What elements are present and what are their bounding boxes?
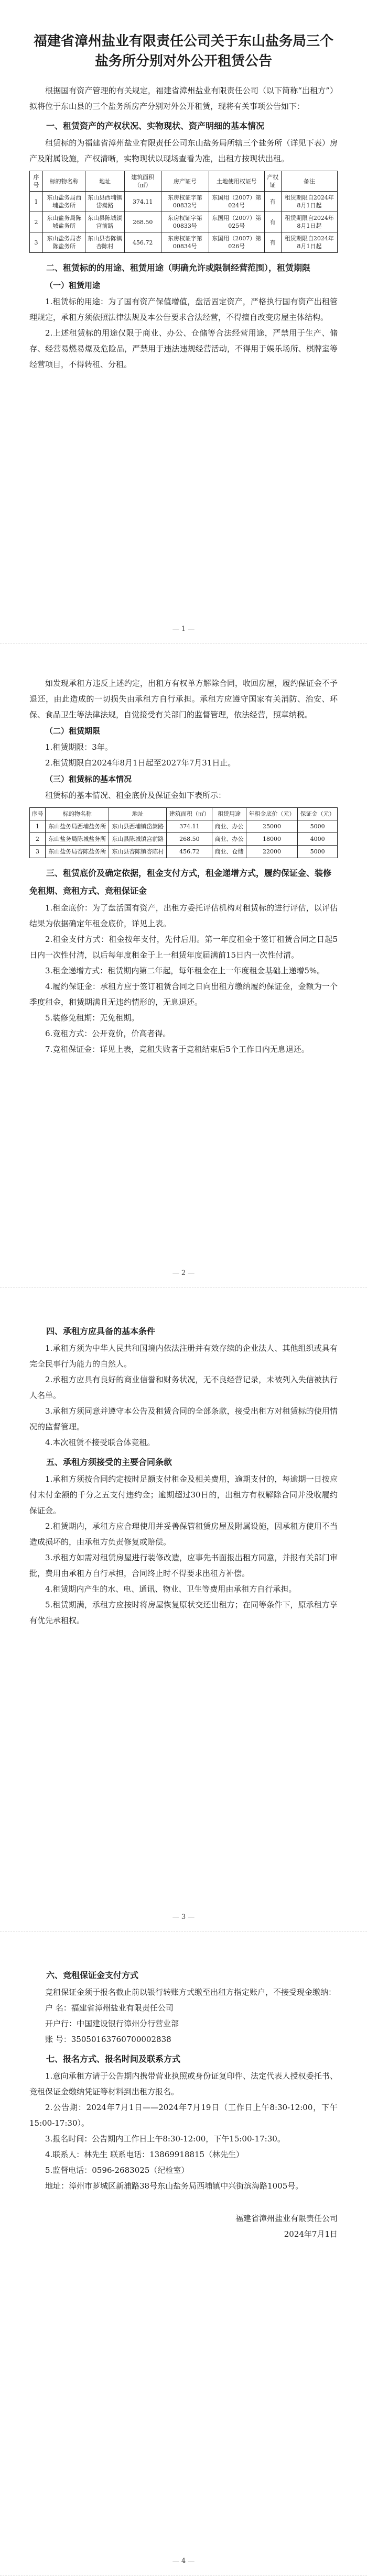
term-paragraph-2: 2.租赁期限自2024年8月1日起至2027年7月31日止。 — [45, 758, 236, 768]
header-cell: 地址 — [85, 171, 124, 192]
header-cell: 建筑面积（㎡） — [124, 171, 161, 192]
header-cell: 房产证号 — [161, 171, 209, 192]
page-4 — [0, 1932, 367, 2576]
section-5-paragraph: 3.承租方如需对租赁房屋进行装修改造，应事先书面报出租方同意，并报有关部门审批，费用由承租方自行承担，合同终止时不得要求出租方补偿。 — [29, 1553, 338, 1578]
header-cell: 租赁用途 — [212, 808, 246, 820]
header-cell: 保证金（元） — [298, 808, 338, 820]
account-number-line — [29, 2031, 338, 2047]
table-cell: 东国用（2007）第024号 — [209, 192, 265, 212]
table-cell: 有 — [264, 192, 281, 212]
asset-table-header — [30, 171, 338, 192]
table-cell: 2 — [30, 212, 43, 232]
table-cell: 374.11 — [167, 820, 212, 833]
use-subheading: （一）租赁用途 — [45, 281, 101, 290]
table-cell: 租赁期限自2024年8月1日起 — [281, 232, 337, 253]
asset-table — [29, 171, 338, 253]
table-row — [30, 212, 338, 232]
section-7-heading: 七、报名方式、报名时间及联系方式 — [46, 2054, 181, 2064]
section-6-heading: 六、竞租保证金支付方式 — [46, 1970, 139, 1980]
table-cell: 租赁期限自2024年8月1日起 — [281, 192, 337, 212]
section-5-paragraph: 5.租赁期满，承租方应按时将房屋恢复原状交还出租方；在同等条件下，原承租方享有优先承租权。 — [29, 1600, 338, 1625]
section-4-paragraph: 1.承租方须为中华人民共和国境内依法注册并有效存续的企业法人、其他组织或具有完全民事行为能力的自然人。 — [29, 1343, 338, 1369]
table-cell: 东山盐务局西埔盐务所 — [43, 192, 85, 212]
use-continuation: 如发现承租方违反上述约定，出租方有权单方解除合同，收回房屋，履约保证金不予退还，由此造成的一切损失由承租方自行承担。承租方应遵守国家有关消防、治安、环保、食品卫生等法律法规，自觉接受有关部门的监督管理，依法经营，照章纳税。 — [29, 679, 338, 719]
table-cell: 东山盐务局杏陈盐务所 — [43, 232, 85, 253]
account-number-value: 35050163760700002838 — [71, 2035, 171, 2044]
intro-paragraph: 根据国有资产管理的有关规定，福建省漳州盐业有限责任公司（以下简称“出租方”）拟将位于东山县的三个盐务所房产分别对外公开租赁，现将有关事项公告如下： — [29, 86, 338, 111]
table-cell: 东国用（2007）第025号 — [209, 212, 265, 232]
table-cell: 456.72 — [167, 846, 212, 858]
bank-line — [29, 2016, 338, 2031]
page-3 — [0, 1288, 367, 1932]
rent-table-intro: 租赁标的基本情况、租金底价及保证金如下表所示： — [45, 791, 226, 800]
table-cell: 东山盐务局陈城盐务所 — [43, 212, 85, 232]
header-cell: 土地使用权证号 — [209, 171, 265, 192]
section-7-paragraph: 2.公告期：2024年7月1日——2024年7月19日（工作日上午8:30-12:00，下午15:00-17:30）。 — [29, 2103, 338, 2128]
page-1 — [0, 0, 367, 644]
table-row — [30, 232, 338, 253]
table-cell: 东房权证字第00834号 — [161, 232, 209, 253]
section-4-paragraph: 2.承租方应具有良好的商业信誉和财务状况，无不良经营记录，未被列入失信被执行人名单。 — [29, 1375, 338, 1400]
table-row — [30, 820, 338, 833]
section-3-paragraph: 4.履约保证金：承租方应于签订租赁合同之日向出租方缴纳履约保证金，金额为一个季度租金，租赁期满且无违约情形的，无息退还。 — [29, 982, 338, 1007]
table-cell: 268.50 — [167, 833, 212, 846]
section-5-paragraph: 2.租赁期内，承租方应合理使用并妥善保管租赁房屋及附属设施，因承租方使用不当造成损坏的，由承租方负责修复或赔偿。 — [29, 1522, 338, 1547]
table-row — [30, 833, 338, 846]
table-cell: 东国用（2007）第026号 — [209, 232, 265, 253]
section-7-paragraph: 3.报名时间：公告期内工作日上午8:30-12:00，下午15:00-17:30。 — [45, 2134, 285, 2144]
term-paragraph-1: 1.租赁期限：3年。 — [45, 742, 113, 752]
header-cell: 产权证 — [264, 171, 281, 192]
section-1-heading: 一、租赁资产的产权状况、实物现状、资产明细的基本情况 — [46, 121, 265, 131]
table-cell: 2 — [30, 833, 46, 846]
section-3-paragraph: 2.租金支付方式：租金按年支付，先付后用。第一年度租金于签订租赁合同之日起5日内一次性付清，以后每年度租金于上一租赁年度届满前15日内一次性付清。 — [29, 935, 338, 960]
account-name-value: 福建省漳州盐业有限责任公司 — [71, 2003, 174, 2013]
use-paragraph-2: 2.上述租赁标的用途仅限于商业、办公、仓储等合法经营用途，严禁用于生产、储存、经营易燃易爆及危险品，严禁用于违法违规经营活动，不得用于娱乐场所、棋牌室等经营项目，不得转租、分租。 — [29, 328, 338, 369]
account-name-label: 户 名： — [45, 2003, 71, 2013]
table-cell: 有 — [264, 212, 281, 232]
table-cell: 25000 — [246, 820, 298, 833]
section-7-paragraph: 1.意向承租方请于公告期内携带营业执照或身份证复印件、法定代表人授权委托书、竞租保证金缴纳凭证等材料到出租方报名。 — [29, 2071, 338, 2096]
contact-line: 4.联系人：林先生 联系电话：13869918815（林先生） — [45, 2150, 244, 2159]
table-row — [30, 192, 338, 212]
table-cell: 商业、办公 — [212, 833, 246, 846]
table-cell: 1 — [30, 192, 43, 212]
page-number: — 3 — — [172, 1913, 195, 1921]
table-cell: 22000 — [246, 846, 298, 858]
section-3-paragraph: 7.竞租保证金：详见上表，竞租失败者于竞租结束后5个工作日内无息退还。 — [45, 1045, 309, 1054]
use-paragraph-1: 1.租赁标的用途：为了国有资产保值增值，盘活固定资产，严格执行国有资产出租管理规定，承租方须依照法律法规及本公告要求合法经营，不得擅自改变房屋主体结构。 — [29, 297, 338, 322]
page-number: — 1 — — [172, 625, 195, 633]
table-cell: 456.72 — [124, 232, 161, 253]
table-cell: 3 — [30, 846, 46, 858]
table-cell: 18000 — [246, 833, 298, 846]
table-cell: 1 — [30, 820, 46, 833]
header-cell: 标的物名称 — [43, 171, 85, 192]
header-cell: 序号 — [30, 171, 43, 192]
table-cell: 东山县杏陈镇杏陈村 — [85, 232, 124, 253]
table-cell: 东山县陈城镇宫前路 — [85, 212, 124, 232]
table-cell: 3 — [30, 232, 43, 253]
page-number: — 2 — — [172, 1269, 195, 1277]
section-4-paragraph: 3.承租方须同意并遵守本公告及租赁合同的全部条款，接受出租方对租赁标的使用情况的监督管理。 — [29, 1406, 338, 1431]
header-cell: 标的物名称 — [46, 808, 109, 820]
table-cell: 东山县杏陈镇杏陈村 — [109, 846, 167, 858]
document-title: 福建省漳州盐业有限责任公司关于东山盐务局三个盐务所分别对外公开租赁公告 — [33, 34, 333, 69]
account-number-label: 账 号： — [45, 2035, 71, 2044]
table-cell: 商业、仓储 — [212, 846, 246, 858]
table-cell: 5000 — [298, 846, 338, 858]
table-cell: 5000 — [298, 820, 338, 833]
header-cell: 序号 — [30, 808, 46, 820]
bank-value: 中国建设银行漳州分行营业部 — [77, 2019, 179, 2028]
section-4-heading: 四、承租方应具备的基本条件 — [46, 1326, 156, 1336]
address-line: 地址：漳州市芗城区新浦路38号东山盐务局西埔镇中兴街滨海路1005号。 — [45, 2181, 304, 2191]
section-2-heading: 二、租赁标的的用途、租赁用途（明确允许或限制经营范围），租赁期限 — [46, 263, 311, 273]
table-cell: 268.50 — [124, 212, 161, 232]
account-name-line — [29, 2000, 338, 2016]
table-cell: 租赁期限自2024年8月1日起 — [281, 212, 337, 232]
section-4-paragraph: 4.本次租赁不接受联合体竞租。 — [45, 1438, 155, 1447]
table-cell: 东山盐务局西埔盐务所 — [46, 820, 109, 833]
page-number: — 4 — — [172, 2557, 195, 2565]
section-5-paragraph: 1.承租方须按合同约定按时足额支付租金及相关费用，逾期支付的，每逾期一日按应付未付金额的千分之五支付违约金；逾期超过30日的，出租方有权解除合同并没收履约保证金。 — [29, 1474, 338, 1515]
section-3-paragraph: 3.租金递增方式：租赁期内第二年起，每年租金在上一年度租金基础上递增5%。 — [45, 966, 325, 975]
signature-date: 2024年7月1日 — [284, 2229, 338, 2239]
section-3-paragraph: 6.竞租方式：公开竞价，价高者得。 — [45, 1029, 171, 1038]
header-cell: 地址 — [109, 808, 167, 820]
page-2 — [0, 644, 367, 1288]
table-cell: 东房权证字第00832号 — [161, 192, 209, 212]
section-1-text: 租赁标的为福建省漳州盐业有限责任公司东山盐务局所辖三个盐务所（详见下表）房产及附属设施，产权清晰，实物现状以现场查看为准，出租方按现状出租。 — [29, 138, 338, 163]
header-cell: 年租金底价（元） — [246, 808, 298, 820]
term-subheading: （二）租赁期限 — [45, 726, 101, 736]
table-cell: 商业、办公 — [212, 820, 246, 833]
supervision-line: 5.监督电话：0596-2683025（纪检室） — [45, 2166, 189, 2175]
table-cell: 东山盐务局杏陈盐务所 — [46, 846, 109, 858]
table-row — [30, 846, 338, 858]
table-cell: 4000 — [298, 833, 338, 846]
basic-info-subheading: （三）租赁标的基本情况 — [45, 774, 132, 784]
table-cell: 东山县西埔镇岱嵩路 — [85, 192, 124, 212]
section-3-paragraph: 1.租金底价：为了盘活国有资产，出租方委托评估机构对租赁标的进行评估，以评估结果为依据确定年租金底价，详见上表。 — [29, 903, 338, 928]
table-cell: 东山盐务局陈城盐务所 — [46, 833, 109, 846]
header-cell: 备注 — [281, 171, 337, 192]
rent-table — [29, 807, 338, 858]
table-cell: 374.11 — [124, 192, 161, 212]
section-5-heading: 五、承租方须接受的主要合同条款 — [46, 1457, 172, 1467]
table-cell: 东山县西埔镇岱嵩路 — [109, 820, 167, 833]
section-6-paragraph: 竞租保证金须于报名截止前以银行转账方式缴至出租方指定账户，不接受现金缴纳： — [45, 1987, 337, 1997]
signer-name: 福建省漳州盐业有限责任公司 — [235, 2214, 338, 2223]
table-cell: 有 — [264, 232, 281, 253]
section-5-paragraph: 4.租赁期内产生的水、电、通讯、物业、卫生等费用由承租方自行承担。 — [45, 1584, 297, 1594]
header-cell: 建筑面积（㎡） — [167, 808, 212, 820]
rent-table-header — [30, 808, 338, 820]
table-cell: 东房权证字第00833号 — [161, 212, 209, 232]
table-cell: 东山县陈城镇宫前路 — [109, 833, 167, 846]
section-3-heading: 三、租赁底价及确定依据，租金支付方式，租金递增方式，履约保证金、装修免租期、竞租方式、竞租保证金 — [29, 868, 332, 896]
section-3-paragraph: 5.装修免租期：无免租期。 — [45, 1013, 139, 1023]
bank-label: 开户行： — [45, 2019, 77, 2028]
